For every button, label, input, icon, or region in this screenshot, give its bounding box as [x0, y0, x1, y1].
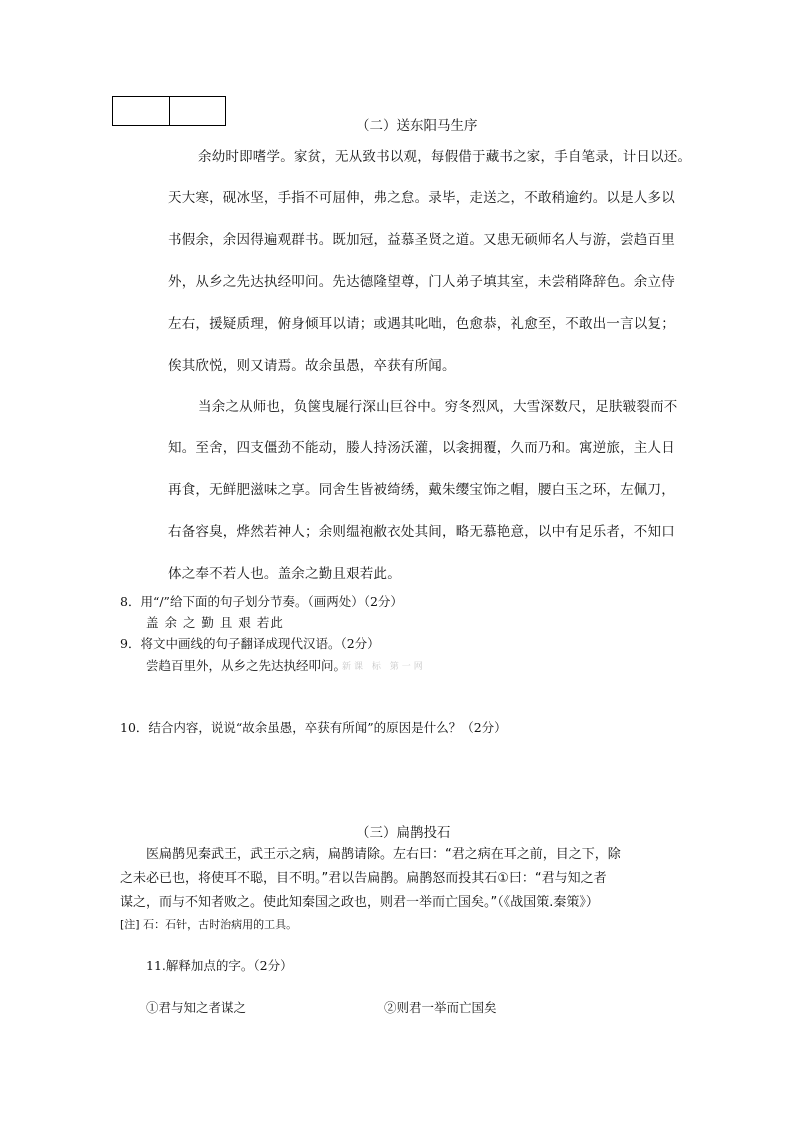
question-11: 11.解释加点的字。（2分）: [146, 958, 293, 973]
section2-line: 书假余，余因得遍观群书。既加冠，益慕圣贤之道。又患无硕师名人与游，尝趋百里: [168, 232, 675, 248]
section2-line: 当余之从师也，负箧曳屣行深山巨谷中。穷冬烈风，大雪深数尺，足肤皲裂而不: [198, 399, 678, 415]
question-9-sentence: 尝趋百里外，从乡之先达执经叩问。: [146, 658, 347, 673]
section3-line: 医扁鹊见秦武王，武王示之病，扁鹊请除。左右曰：“君之病在耳之前，目之下，除: [146, 847, 621, 862]
section2-line: 余幼时即嗜学。家贫，无从致书以观，每假借于藏书之家，手自笔录，计日以还。: [198, 149, 692, 165]
watermark-text: 新课 标 第一网: [342, 662, 426, 672]
score-box: [112, 96, 226, 126]
section2-line: 右备容臭，烨然若神人；余则缊袍敝衣处其间，略无慕艳意，以中有足乐者，不知口: [168, 524, 675, 540]
section2-line: 再食，无鲜肥滋味之享。同舍生皆被绮绣，戴朱缨宝饰之帽，腰白玉之环，左佩刀，: [168, 482, 675, 498]
question-8-sentence: 盖 余 之 勤 且 艰 若此: [146, 615, 284, 630]
question-10: 10．结合内容，说说“故余虽愚，卒获有所闻”的原因是什么？（2分）: [120, 720, 507, 735]
section3-line: 之未必已也，将使耳不聪，目不明。”君以告扁鹊。扁鹊怒而投其石①曰：“君与知之者: [120, 871, 607, 886]
section2-title: （二）送东阳马生序: [356, 118, 478, 134]
section2-line: 体之奉不若人也。盖余之勤且艰若此。: [168, 566, 401, 582]
question-11-item-a: ①君与知之者谋之: [146, 1000, 247, 1015]
question-11-item-b: ②则君一举而亡国矣: [384, 1000, 497, 1015]
question-8: 8．用“/”给下面的句子划分节奏。（画两处）（2分）: [120, 594, 403, 609]
question-9: 9．将文中画线的句子翻译成现代汉语。（2分）: [120, 636, 380, 651]
section3-note: [注] 石：石针，古时治病用的工具。: [120, 918, 298, 931]
section2-line: 天大寒，砚冰坚，手指不可屈伸，弗之怠。录毕，走送之，不敢稍逾约。以是人多以: [168, 190, 675, 206]
section2-line: 知。至舍，四支僵劲不能动，媵人持汤沃灌，以衾拥覆，久而乃和。寓逆旅，主人日: [168, 440, 675, 456]
section3-line: 谋之，而与不知者败之。使此知秦国之政也，则君一举而亡国矣。”（《战国策.秦策》）: [120, 895, 599, 910]
section2-line: 俟其欣悦，则又请焉。故余虽愚，卒获有所闻。: [168, 358, 456, 374]
score-box-cell-left: [113, 97, 169, 125]
score-box-cell-right: [169, 97, 226, 125]
section2-line: 左右，援疑质理，俯身倾耳以请；或遇其叱咄，色愈恭，礼愈至，不敢出一言以复；: [168, 316, 675, 332]
section2-line: 外，从乡之先达执经叩问。先达德隆望尊，门人弟子填其室，未尝稍降辞色。余立侍: [168, 274, 675, 290]
section3-title: （三）扁鹊投石: [356, 825, 451, 841]
